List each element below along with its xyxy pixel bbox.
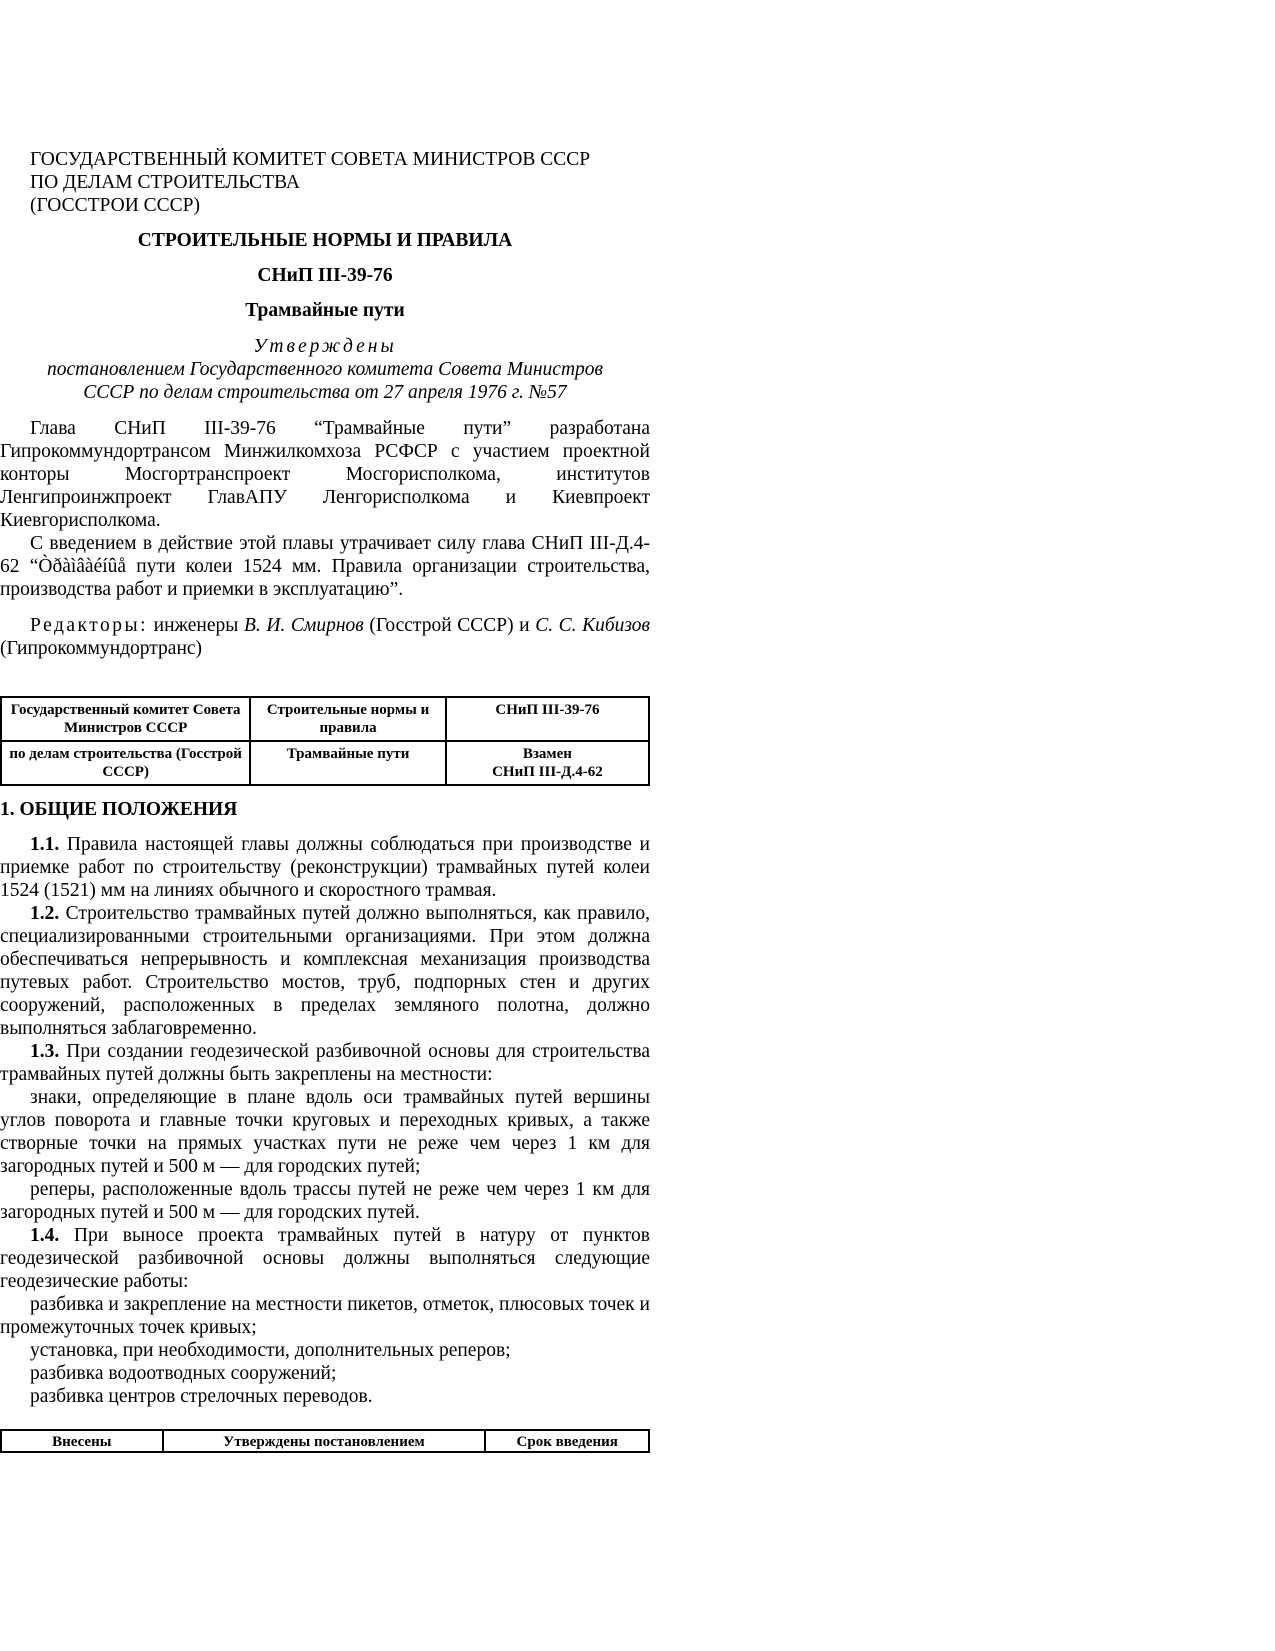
editors-paragraph xyxy=(0,614,650,660)
header-table-cell-committee: Государственный комитет Совета Министров СССР xyxy=(1,697,250,741)
agency-line-3: (ГОССТРОИ СССР) xyxy=(30,195,201,216)
clause-text: Строительство трамвайных путей должно выполняться, как правило, специализированными строительными организациями. При этом должна обеспечиваться непрерывность и комплексная механизация производства путевых работ. Строительство мостов, труб, подпорных стен и других сооружений, расположенных в пределах земляного полотна, должно выполняться заблаговременно. xyxy=(0,903,650,1039)
header-table-cell-code: СНиП III-39-76 xyxy=(446,697,649,741)
clause-1-3-item-b: реперы, расположенные вдоль трассы путей не реже чем через 1 км для загородных путей и 500 м — для городских путей. xyxy=(0,1179,650,1223)
editor-name-2: С. С. Кибизов xyxy=(535,615,650,636)
editors-label: Редакторы: xyxy=(30,615,149,636)
clause-number: 1.3. xyxy=(30,1041,60,1062)
header-table-cell-name: Трамвайные пути xyxy=(250,741,446,785)
editors-text-1: инженеры xyxy=(148,615,244,636)
approval-line-1: постановлением Государственного комитета Совета Министров xyxy=(47,359,603,380)
footer-cell-effective-date: Срок введения xyxy=(485,1430,649,1452)
header-table-cell-gosstroy: по делам строительства (Госстрой СССР) xyxy=(1,741,250,785)
header-table-cell-norms: Строительные нормы и правила xyxy=(250,697,446,741)
editors-text-2: (Госстрой СССР) и xyxy=(363,615,536,636)
footer-cell-submitted: Внесены xyxy=(1,1430,163,1452)
clause-1-4-item-a: разбивка и закрепление на местности пикетов, отметок, плюсовых точек и промежуточных точек кривых; xyxy=(0,1294,650,1338)
clause-number: 1.4. xyxy=(30,1225,60,1246)
clause-1-1 xyxy=(0,833,650,902)
document-header-table xyxy=(0,696,650,786)
clause-1-4 xyxy=(0,1224,650,1293)
editor-name-1: В. И. Смирнов xyxy=(243,615,364,636)
replaces-label: Взамен xyxy=(522,746,572,762)
document-name: Трамвайные пути xyxy=(245,300,405,321)
clause-1-3 xyxy=(0,1040,650,1086)
header-table-cell-replaces xyxy=(446,741,649,785)
replaces-code: СНиП III-Д.4-62 xyxy=(492,764,603,780)
clause-1-4-item-c: разбивка водоотводных сооружений; xyxy=(30,1363,337,1384)
clause-text: Правила настоящей главы должны соблюдаться при производстве и приемке работ по строительству (реконструкции) трамвайных путей колеи 1524 (1521) мм на линиях обычного и скоростного трамвая. xyxy=(0,834,650,901)
clause-1-4-item-d: разбивка центров стрелочных переводов. xyxy=(30,1386,373,1407)
clause-1-3-item-a: знаки, определяющие в плане вдоль оси трамвайных путей вершины углов поворота и главные точки круговых и переходных кривых, а также створные точки на прямых участках пути не реже чем через 1 км для загородных путей и 500 м — для городских путей; xyxy=(0,1087,650,1177)
section-body xyxy=(0,833,650,1408)
approval-block xyxy=(0,335,650,404)
intro-paragraph-1: Глава СНиП III-39-76 “Трамвайные пути” разработана Гипрокоммундортрансом Минжилкомхоза РСФСР с участием проектной конторы Мосгортранспроект Мосгорисполкома, институтов Ленгипроинжпроект ГлавАПУ Ленгорисполкома и Киевпроект Киевгорисполкома. xyxy=(0,418,650,531)
document-column xyxy=(0,148,650,1453)
intro-paragraph-2: С введением в действие этой плавы утрачивает силу глава СНиП III-Д.4-62 “Òðàìâàéíûå пути колеи 1524 мм. Правила организации строительства, производства работ и приемки в эксплуатацию”. xyxy=(0,533,650,600)
clause-text: При выносе проекта трамвайных путей в натуру от пунктов геодезической разбивочной основы должны выполняться следующие геодезические работы: xyxy=(0,1225,650,1292)
footer-cell-approved: Утверждены постановлением xyxy=(163,1430,486,1452)
clause-number: 1.1. xyxy=(30,834,60,855)
document-footer-table xyxy=(0,1429,650,1453)
agency-line-1: ГОСУДАРСТВЕННЫЙ КОМИТЕТ СОВЕТА МИНИСТРОВ СССР xyxy=(30,149,591,170)
editors-text-3: (Гипрокоммундортранс) xyxy=(0,638,203,659)
clause-1-4-item-b: установка, при необходимости, дополнительных реперов; xyxy=(30,1340,511,1361)
document-title: СТРОИТЕЛЬНЫЕ НОРМЫ И ПРАВИЛА xyxy=(137,230,513,251)
approval-label: Утверждены xyxy=(253,336,397,357)
clause-number: 1.2. xyxy=(30,903,60,924)
agency-header xyxy=(30,148,650,217)
document-code: СНиП III-39-76 xyxy=(257,265,393,286)
approval-line-2: СССР по делам строительства от 27 апреля 1976 г. №57 xyxy=(83,382,567,403)
section-heading: 1. ОБЩИЕ ПОЛОЖЕНИЯ xyxy=(0,799,238,820)
clause-1-2 xyxy=(0,902,650,1040)
agency-line-2: ПО ДЕЛАМ СТРОИТЕЛЬСТВА xyxy=(30,172,300,193)
clause-text: При создании геодезической разбивочной основы для строительства трамвайных путей должны быть закреплены на местности: xyxy=(0,1041,650,1085)
